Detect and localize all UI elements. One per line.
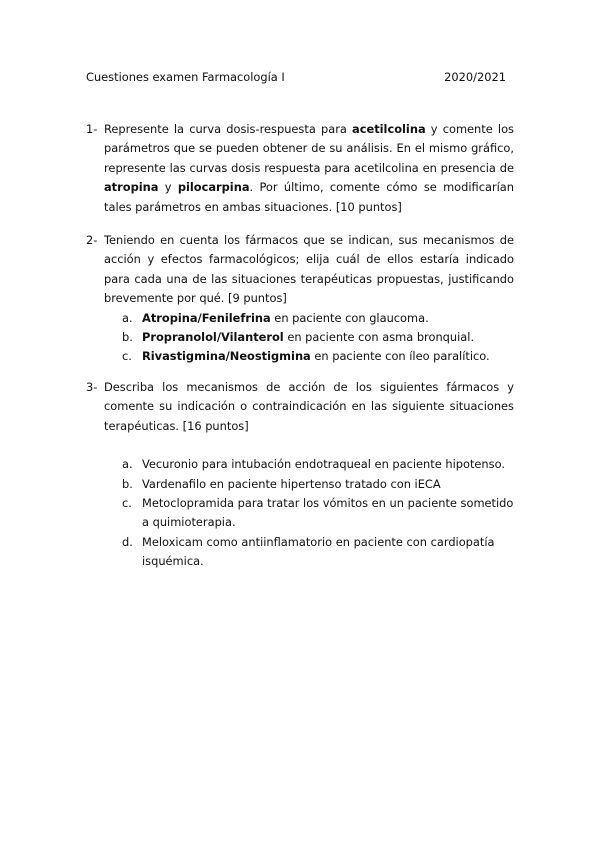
item-letter: b. [122, 476, 133, 491]
document-header [86, 70, 506, 84]
text-segment: . Por último, comente cómo se modificarían tales parámetros en ambas situaciones. [10 puntos] [104, 180, 515, 214]
question-text: Describa los mecanismos de acción de los siguientes fármacos y comente su indicación o contraindicación en las siguiente situaciones terapéuticas. [16 puntos] [104, 380, 514, 433]
question-text: Teniendo en cuenta los fármacos que se indican, sus mecanismos de acción y efectos farmacológicos; elija cuál de ellos estaría indicado para cada una de las situaciones terapéuticas propuestas, justificando brevemente por qué. [9 puntos] [104, 233, 514, 306]
drug-name: Rivastigmina/Neostigmina [142, 349, 311, 364]
header-year: 2020/2021 [444, 70, 506, 84]
question-3 [86, 378, 514, 583]
item-letter: d. [122, 534, 133, 549]
sub-question-list [122, 455, 514, 571]
drug-name: acetilcolina [352, 122, 426, 136]
drug-name: pilocarpina [177, 180, 250, 195]
item-text: en paciente con glaucoma. [270, 310, 429, 325]
item-letter: c. [122, 496, 132, 511]
drug-name: atropina [104, 180, 159, 195]
item-text: Vecuronio para intubación endotraqueal en paciente hipotenso. [142, 457, 505, 472]
question-number: 1- [86, 122, 98, 136]
list-item [122, 475, 514, 494]
header-title: Cuestiones examen Farmacología I [86, 70, 285, 84]
question-number: 3- [86, 380, 98, 394]
list-item [122, 309, 514, 328]
question-number: 2- [86, 233, 98, 247]
sub-question-list [122, 309, 514, 367]
item-text: en paciente con íleo paralítico. [310, 349, 490, 364]
text-segment: y comente los parámetros que se pueden obtener de su análisis. En el mismo gráfico, represente las curvas dosis respuesta para acetilcolina en presencia de [104, 122, 514, 175]
text-segment: y [158, 180, 178, 195]
question-2 [86, 231, 514, 378]
item-text: en paciente con asma bronquial. [283, 330, 475, 345]
list-item [122, 347, 514, 366]
item-letter: a. [122, 457, 133, 472]
item-letter: c. [122, 349, 132, 364]
list-item [122, 328, 514, 347]
list-item [122, 455, 514, 474]
drug-name: Atropina/Fenilefrina [142, 310, 271, 325]
item-text: Meloxicam como antiinflamatorio en paciente con cardiopatía isquémica. [142, 534, 495, 569]
item-letter: b. [122, 330, 133, 345]
drug-name: Propranolol/Vilanterol [142, 330, 284, 345]
question-1 [86, 120, 514, 217]
question-text [104, 120, 514, 217]
text-segment: Represente la curva dosis-respuesta para [104, 122, 353, 136]
list-item [122, 533, 514, 572]
item-text: Metoclopramida para tratar los vómitos en un paciente sometido a quimioterapia. [142, 496, 514, 530]
list-item [122, 494, 514, 533]
item-letter: a. [122, 310, 133, 325]
item-text: Vardenafilo en paciente hipertenso tratado con iECA [142, 476, 441, 491]
